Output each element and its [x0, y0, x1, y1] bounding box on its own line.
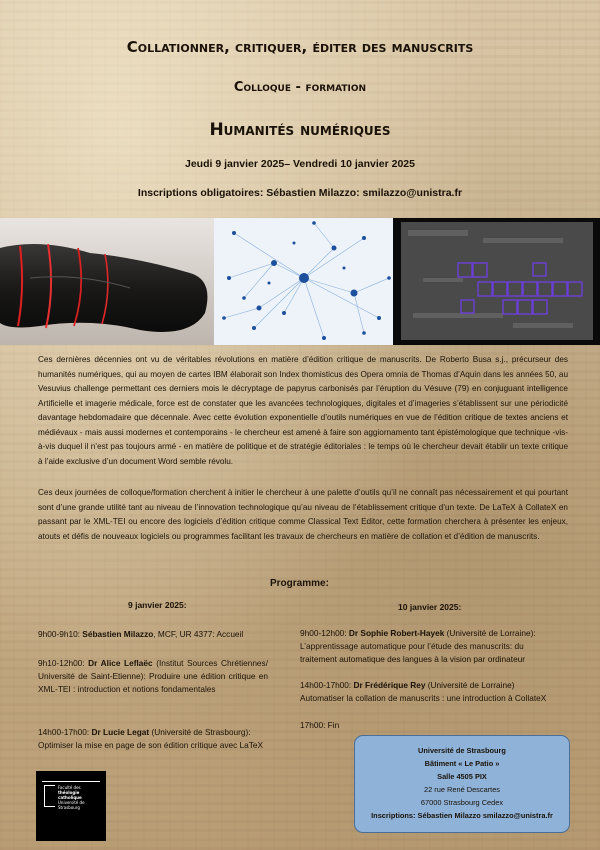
address-line-street: 22 rue René Descartes: [424, 785, 500, 794]
day1-item-3: [38, 726, 268, 752]
day2-label: 10 janvier 2025:: [398, 602, 462, 612]
item-description: , MCF, UR 4377: Accueil: [153, 629, 244, 639]
day1-item-1: [38, 628, 268, 641]
logo-line-3: catholique: [58, 795, 82, 800]
page-heading: Humanités numériques: [209, 120, 391, 140]
speaker-name: Dr Sophie Robert-Hayek: [348, 628, 445, 638]
day2-item-1: [300, 627, 550, 666]
program-title: Programme:: [270, 578, 329, 589]
event-dates: Jeudi 9 janvier 2025– Vendredi 10 janvier 2025: [185, 158, 415, 170]
carbonized-scroll-image: [0, 218, 214, 345]
network-graph-image: [214, 218, 393, 345]
address-line-room: Salle 4505 PIX: [437, 772, 487, 781]
item-description: (Université de Lorraine): L’apprentissage automatique pour l’étude des manuscrits: du traitement automatique des langues à la vision par ordinateur: [300, 628, 536, 664]
logo-line-4: Université de Strasbourg: [58, 800, 85, 810]
day1-label: 9 janvier 2025:: [128, 600, 187, 610]
item-time: 9h10-12h00:: [38, 658, 89, 668]
intro-paragraph: Ces dernières décennies ont vu de véritables révolutions en matière d’édition critique de manuscrits. De Roberto Busa s.j., précurseur des humanités numériques, qui au moyen de cartes IBM élaborait son Index thomisticus des Opera omnia de Thomas d’Aquin dans les années 50, au Vesuvius challenge permettant ces derniers mois le décryptage de papyrus carbonisés par l’éruption du Vésuve (79) en conjuguant intelligence Artificielle et imagerie médicale, force est de constater que les avancées technologiques, digitales et d’imageries s’établissent sur une périodicité davantage hebdomadaire que décennale. Avec cette évolution exponentielle d’outils numériques en vue de l’édition critique de textes anciens et médiévaux - mais aussi modernes et contemporains - le chercheur est amené à faire son aggiornamento tant épistémologique que technique -vis-à-vis duquel il n’est pas toujours armé - en matière de politique et de stratégie éditoriales : le temps où le chercheur devait établir un texte critique à l’aide exclusive d’un document Word semble révolu.: [38, 355, 568, 466]
logo-line-2: théologie: [58, 790, 80, 795]
address-line-registration: Inscriptions: Sébastien Milazzo smilazzo@unistra.fr: [371, 811, 553, 820]
purpose-paragraph: Ces deux journées de colloque/formation cherchent à initier le chercheur à une palette d’outils qu’il ne connaît pas nécessairement et qui pourtant sont d’une grande utilité tant au niveau de l’innovation technologique qu’au niveau de l’établissement critique d’un texte. De LaTeX à CollateX en passant par le XML-TEI ou encore des logiciels d’édition critique comme Classical Text Editor, cette formation cherchera à présenter les enjeux, atouts et défis de nouveaux logiciels ou programmes facilitant les travaux de chercheurs en matière de collation et d’édition de manuscrits.: [38, 488, 568, 541]
page-subtitle: Colloque - formation: [233, 80, 367, 95]
speaker-name: Sébastien Milazzo: [82, 629, 154, 639]
page-title: Collationner, critiquer, éditer des manuscrits: [126, 38, 474, 56]
logo-line-1: Faculté des: [58, 785, 81, 790]
speaker-name: Dr Frédérique Rey: [353, 680, 426, 690]
papyrus-scan-image: [393, 218, 600, 345]
item-time: 9h00-9h10:: [38, 629, 83, 639]
item-description: (Université de Strasbourg): Optimiser la mise en page de son édition critique avec LaTeX: [38, 727, 264, 750]
item-time: 14h00-17h00:: [38, 727, 92, 737]
day2-item-2: [300, 679, 550, 705]
address-box: [354, 735, 570, 833]
item-time: 14h00-17h00:: [300, 680, 354, 690]
speaker-name: Dr Lucie Legat: [91, 727, 150, 737]
address-line-building: Bâtiment « Le Patio »: [424, 759, 500, 768]
day2-item-3: 17h00: Fin: [300, 720, 340, 730]
item-time: 9h00-12h00:: [300, 628, 349, 638]
registration-line: Inscriptions obligatoires: Sébastien Milazzo: smilazzo@unistra.fr: [137, 187, 463, 199]
day1-item-2: [38, 657, 268, 696]
address-line-city: 67000 Strasbourg Cedex: [420, 798, 504, 807]
item-description: (Institut Sources Chrétiennes/ Université de Saint-Etienne): Produire une édition critique en XML-TEI : introduction et notions fondamentales: [38, 658, 269, 694]
speaker-name: Dr Alice Leflaëc: [88, 658, 153, 668]
faculty-logo: [36, 771, 106, 841]
address-line-university: Université de Strasbourg: [418, 746, 506, 755]
item-description: (Université de Lorraine) Automatiser la collation de manuscrits : une introduction à CollateX: [300, 680, 547, 703]
